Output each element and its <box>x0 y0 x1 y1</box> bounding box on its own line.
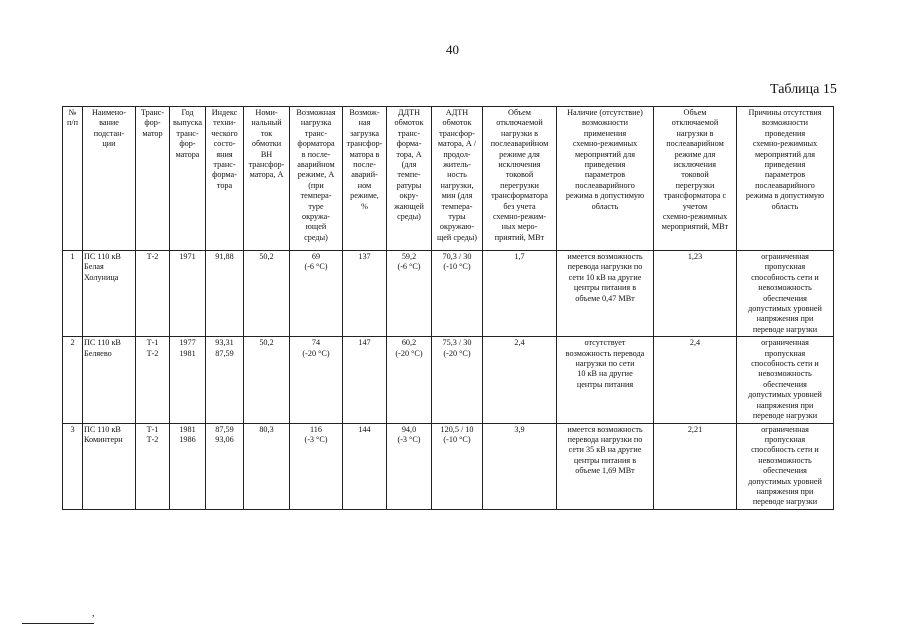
cell-tech-index: 87,59 93,06 <box>206 423 244 509</box>
cell-possible-load: 116 (-3 °С) <box>290 423 343 509</box>
header-disconnect-with: Объем отключаемой нагрузки в послеаварийном режиме для исключения токовой перегрузки трансформатора с учетом схемно-режимных мероприятий, МВт <box>654 107 737 251</box>
cell-possible-load: 74 (-20 °С) <box>290 337 343 423</box>
cell-reasons: ограниченная пропускная способность сети и невозможность обеспечения допустимых уровней напряжения при переводе нагрузки <box>737 251 834 337</box>
cell-number: 1 <box>63 251 83 337</box>
cell-substation: ПС 110 кВ Коминтерн <box>83 423 136 509</box>
cell-year: 1977 1981 <box>170 337 206 423</box>
cell-nominal-current: 50,2 <box>244 251 290 337</box>
page-number: 40 <box>446 42 459 57</box>
table-row <box>63 251 834 337</box>
cell-possible-loading: 137 <box>343 251 387 337</box>
footnote-separator-line <box>22 623 94 624</box>
cell-disconnect-without: 3,9 <box>483 423 557 509</box>
header-transformer: Транс- фор- матор <box>136 107 170 251</box>
cell-ddtn: 94,0 (-3 °С) <box>387 423 432 509</box>
cell-possible-load: 69 (-6 °С) <box>290 251 343 337</box>
cell-number: 3 <box>63 423 83 509</box>
cell-adtn: 70,3 / 30 (-10 °С) <box>432 251 483 337</box>
header-possible-load: Возможная нагрузка транс- форматора в после- аварийном режиме, А (при темпера- туре окружа- ющей среды) <box>290 107 343 251</box>
header-substation: Наимено- вание подстан- ции <box>83 107 136 251</box>
cell-tech-index: 93,31 87,59 <box>206 337 244 423</box>
header-reasons: Причины отсутствия возможности проведения схемно-режимных мероприятий для приведения параметров послеаварийного режима в допустимую область <box>737 107 834 251</box>
cell-possible-loading: 147 <box>343 337 387 423</box>
cell-year: 1981 1986 <box>170 423 206 509</box>
table-row <box>63 423 834 509</box>
cell-availability: имеется возможность перевода нагрузки по сети 35 кВ на другие центры питания в объеме 1,69 МВт <box>557 423 654 509</box>
cell-disconnect-without: 1,7 <box>483 251 557 337</box>
header-possible-loading: Возмож- ная загрузка трансфор- матора в после- аварий- ном режиме, % <box>343 107 387 251</box>
cell-year: 1971 <box>170 251 206 337</box>
header-tech-index: Индекс техни- ческого состо- яния транс- форма- тора <box>206 107 244 251</box>
footnote-mark: , <box>92 608 95 619</box>
cell-ddtn: 60,2 (-20 °С) <box>387 337 432 423</box>
cell-availability: отсутствует возможность перевода нагрузки по сети 10 кВ на другие центры питания <box>557 337 654 423</box>
cell-transformer: Т-1 Т-2 <box>136 337 170 423</box>
cell-reasons: ограниченная пропускная способность сети и невозможность обеспечения допустимых уровней напряжения при переводе нагрузки <box>737 423 834 509</box>
cell-disconnect-without: 2,4 <box>483 337 557 423</box>
header-ddtn: ДДТН обмоток транс- форма- тора, А (для темпе- ратуры окру- жающей среды) <box>387 107 432 251</box>
header-number: № п/п <box>63 107 83 251</box>
cell-substation: ПС 110 кВ Белая Холуница <box>83 251 136 337</box>
header-availability: Наличие (отсутствие) возможности применения схемно-режимных мероприятий для приведения параметров послеаварийного режима в допустимую область <box>557 107 654 251</box>
cell-transformer: Т-2 <box>136 251 170 337</box>
cell-ddtn: 59,2 (-6 °С) <box>387 251 432 337</box>
cell-possible-loading: 144 <box>343 423 387 509</box>
cell-nominal-current: 80,3 <box>244 423 290 509</box>
cell-number: 2 <box>63 337 83 423</box>
header-year: Год выпуска транс- фор- матора <box>170 107 206 251</box>
cell-adtn: 75,3 / 30 (-20 °С) <box>432 337 483 423</box>
cell-substation: ПС 110 кВ Беляево <box>83 337 136 423</box>
cell-adtn: 120,5 / 10 (-10 °С) <box>432 423 483 509</box>
cell-nominal-current: 50,2 <box>244 337 290 423</box>
cell-availability: имеется возможность перевода нагрузки по сети 10 кВ на другие центры питания в объеме 0,47 МВт <box>557 251 654 337</box>
table-title: Таблица 15 <box>770 82 837 97</box>
header-nominal-current: Номи- нальный ток обмотки ВН трансфор- матора, А <box>244 107 290 251</box>
cell-disconnect-with: 2,21 <box>654 423 737 509</box>
cell-disconnect-with: 2,4 <box>654 337 737 423</box>
header-adtn: АДТН обмоток трансфор- матора, А / продол- житель- ность нагрузки, мин (для темпера- туры окружаю- щей среды) <box>432 107 483 251</box>
table-header-row <box>63 107 834 251</box>
transformer-load-table <box>62 106 834 510</box>
cell-disconnect-with: 1,23 <box>654 251 737 337</box>
cell-transformer: Т-1 Т-2 <box>136 423 170 509</box>
cell-tech-index: 91,88 <box>206 251 244 337</box>
cell-reasons: ограниченная пропускная способность сети и невозможность обеспечения допустимых уровней напряжения при переводе нагрузки <box>737 337 834 423</box>
table-row <box>63 337 834 423</box>
header-disconnect-without: Объем отключаемой нагрузки в послеаварийном режиме для исключения токовой перегрузки трансформатора без учета схемно-режим- ных меро- приятий, МВт <box>483 107 557 251</box>
